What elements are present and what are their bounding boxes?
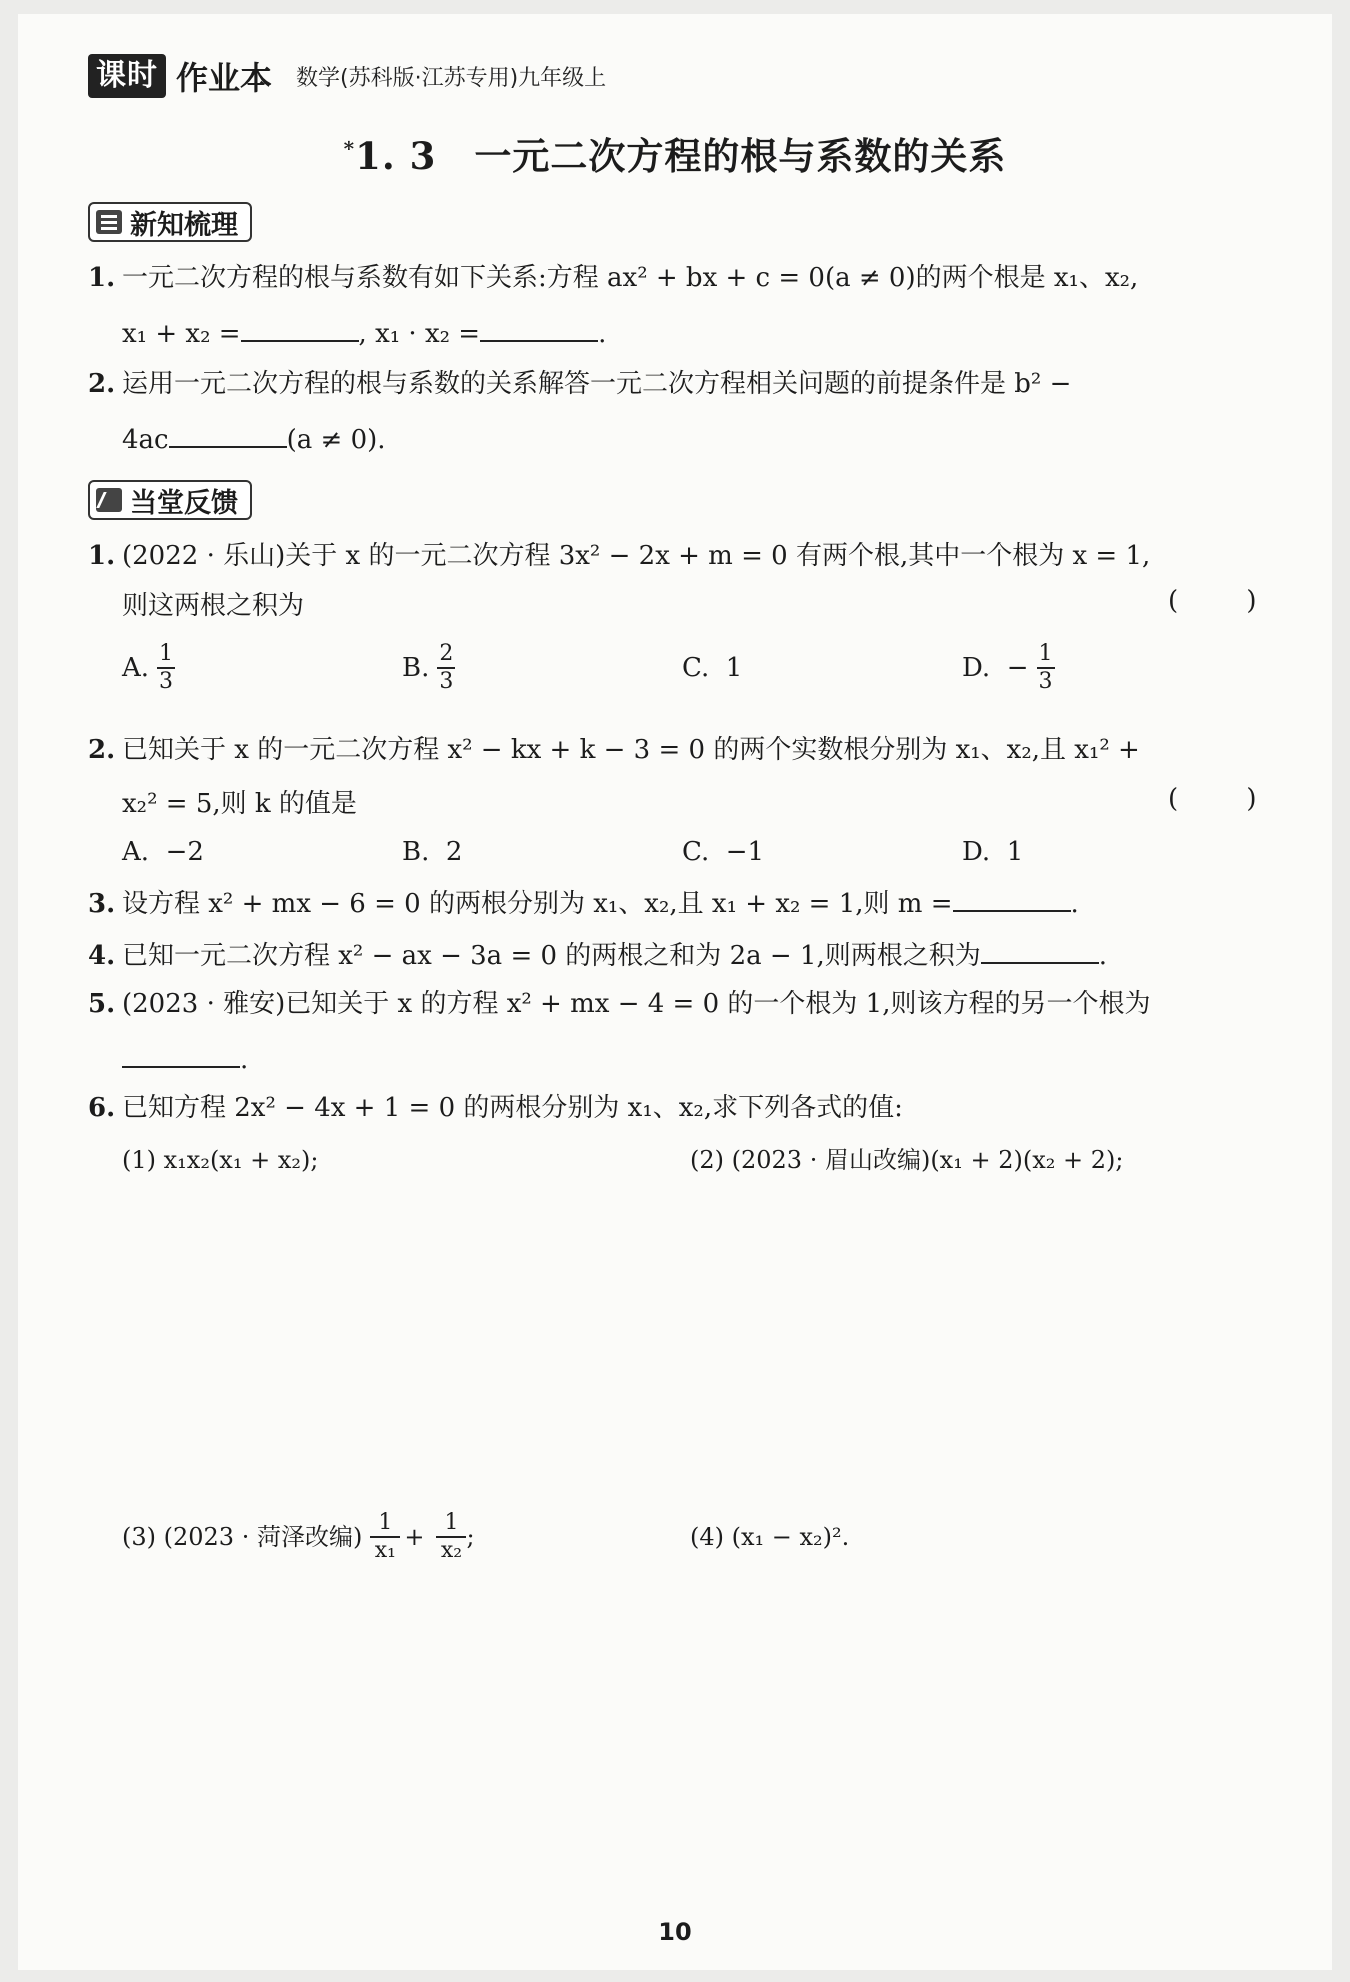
- denominator: 3: [439, 669, 454, 694]
- formula-text: (a ≠ 0).: [286, 425, 386, 455]
- q6-sub4: (4) (x₁ − x₂)².: [690, 1523, 850, 1551]
- option-value: −2: [165, 837, 204, 867]
- fraction: [157, 641, 175, 695]
- denominator: x₁: [374, 1538, 396, 1563]
- s2-q2-line2: [122, 784, 357, 824]
- question-text: 设方程 x² + mx − 6 = 0 的两根分别为 x₁、x₂,且 x₁ + x₂ = 1,则 m =: [122, 889, 953, 919]
- s2-q6: [88, 1088, 903, 1128]
- denominator: 3: [1038, 669, 1053, 694]
- numerator: 1: [1038, 641, 1053, 666]
- option-a[interactable]: [122, 830, 204, 874]
- section-new-knowledge: [88, 202, 252, 242]
- option-d[interactable]: [962, 636, 1055, 700]
- s1-q2-line1: [88, 364, 1071, 404]
- formula-text: 4ac: [122, 425, 169, 455]
- option-value: 1: [725, 653, 743, 683]
- option-label: D.: [962, 837, 991, 867]
- question-text: 一元二次方程的根与系数有如下关系:方程 ax² + bx + c = 0(a ≠ 0)的两个根是 x₁、x₂,: [122, 263, 1139, 293]
- question-text: 则这两根之积为: [122, 591, 305, 621]
- s2-q1-line2: [122, 586, 304, 626]
- option-b[interactable]: [402, 830, 462, 874]
- pen-icon: [96, 488, 122, 512]
- denominator: x₂: [440, 1538, 463, 1563]
- question-number: 2.: [88, 369, 116, 399]
- title-text: 1. 3 一元二次方程的根与系数的关系: [355, 134, 1007, 178]
- numerator: 1: [378, 1510, 393, 1535]
- answer-blank[interactable]: [122, 1036, 240, 1068]
- subject-label: 数学(苏科版·江苏专用)九年级上: [296, 65, 607, 91]
- option-label: C.: [682, 653, 710, 683]
- denominator: 3: [159, 669, 174, 694]
- s1-q1-line2: [122, 310, 606, 354]
- section-feedback: [88, 480, 252, 520]
- numerator: 1: [159, 641, 174, 666]
- question-text: 已知一元二次方程 x² − ax − 3a = 0 的两根之和为 2a − 1,则两根之积为: [122, 941, 981, 971]
- page: [18, 14, 1332, 1970]
- header: [88, 48, 606, 104]
- numerator: 2: [439, 641, 454, 666]
- option-value: 2: [445, 837, 463, 867]
- numerator: 1: [444, 1510, 459, 1535]
- s1-q1-line1: [88, 258, 1138, 298]
- s1-q2-line2: [122, 416, 386, 460]
- section-label: 新知梳理: [130, 209, 238, 241]
- fraction: [437, 641, 455, 695]
- question-number: 4.: [88, 941, 116, 971]
- s2-q2-options: [122, 830, 1272, 874]
- answer-blank[interactable]: [169, 416, 287, 448]
- option-d[interactable]: [962, 830, 1023, 874]
- option-value: 1: [1006, 837, 1024, 867]
- logo: [88, 53, 272, 99]
- title-star: *: [343, 136, 356, 161]
- punctuation: .: [240, 1045, 249, 1075]
- book-icon: [96, 210, 122, 234]
- answer-paren[interactable]: ( ): [1168, 784, 1287, 814]
- answer-blank[interactable]: [480, 310, 598, 342]
- page-title: [18, 126, 1332, 180]
- s2-q3: [88, 880, 1079, 924]
- question-number: 3.: [88, 889, 116, 919]
- answer-blank[interactable]: [241, 310, 359, 342]
- question-number: 5.: [88, 989, 116, 1019]
- formula-text: , x₁ · x₂ =: [358, 319, 481, 349]
- q6-sub2: (2) (2023 · 眉山改编)(x₁ + 2)(x₂ + 2);: [690, 1146, 1124, 1174]
- plus-sign: +: [404, 1523, 425, 1551]
- fraction: [436, 1510, 466, 1564]
- s2-q2-line1: [88, 730, 1140, 770]
- option-value: −1: [725, 837, 765, 867]
- question-number: 2.: [88, 735, 116, 765]
- logo-mark: 课时: [88, 54, 166, 98]
- page-number: 10: [658, 1918, 692, 1946]
- punctuation: ;: [466, 1523, 475, 1551]
- question-number: 1.: [88, 541, 116, 571]
- option-label: B.: [402, 837, 430, 867]
- option-label: C.: [682, 837, 710, 867]
- question-number: 1.: [88, 263, 116, 293]
- question-text: 运用一元二次方程的根与系数的关系解答一元二次方程相关问题的前提条件是 b² −: [122, 369, 1072, 399]
- option-c[interactable]: [682, 830, 764, 874]
- section-label: 当堂反馈: [130, 487, 238, 519]
- question-text: (2022 · 乐山)关于 x 的一元二次方程 3x² − 2x + m = 0 有两个根,其中一个根为 x = 1,: [122, 541, 1151, 571]
- option-label: A.: [122, 653, 150, 683]
- answer-blank[interactable]: [953, 880, 1071, 912]
- option-a[interactable]: [122, 636, 175, 700]
- s2-q4: [88, 932, 1107, 976]
- formula-text: .: [598, 319, 607, 349]
- punctuation: .: [1098, 941, 1108, 971]
- brand-name: 作业本: [176, 59, 273, 97]
- question-text: x₂² = 5,则 k 的值是: [122, 789, 357, 819]
- option-c[interactable]: [682, 636, 742, 700]
- answer-paren[interactable]: ( ): [1168, 586, 1287, 616]
- q6-sub1: (1) x₁x₂(x₁ + x₂);: [122, 1146, 319, 1174]
- s2-q5-line2: [122, 1036, 248, 1080]
- question-number: 6.: [88, 1093, 116, 1123]
- question-text: 已知方程 2x² − 4x + 1 = 0 的两根分别为 x₁、x₂,求下列各式的值:: [122, 1093, 903, 1123]
- formula-text: x₁ + x₂ =: [122, 319, 241, 349]
- fraction: [1037, 641, 1055, 695]
- option-label: B.: [402, 653, 430, 683]
- question-text: (2023 · 雅安)已知关于 x 的方程 x² + mx − 4 = 0 的一个根为 1,则该方程的另一个根为: [122, 989, 1151, 1019]
- fraction: [370, 1510, 400, 1564]
- option-b[interactable]: [402, 636, 455, 700]
- sub-text: (3) (2023 · 菏泽改编): [122, 1523, 363, 1551]
- option-label: A.: [122, 837, 150, 867]
- s2-q1-line1: [88, 536, 1150, 576]
- answer-blank[interactable]: [981, 932, 1099, 964]
- s2-q1-options: [122, 636, 1272, 700]
- punctuation: .: [1070, 889, 1079, 919]
- question-text: 已知关于 x 的一元二次方程 x² − kx + k − 3 = 0 的两个实数根分别为 x₁、x₂,且 x₁² +: [122, 735, 1140, 765]
- option-sign: −: [1006, 653, 1029, 683]
- q6-sub3: [122, 1502, 475, 1572]
- s2-q5-line1: [88, 984, 1150, 1024]
- option-label: D.: [962, 653, 991, 683]
